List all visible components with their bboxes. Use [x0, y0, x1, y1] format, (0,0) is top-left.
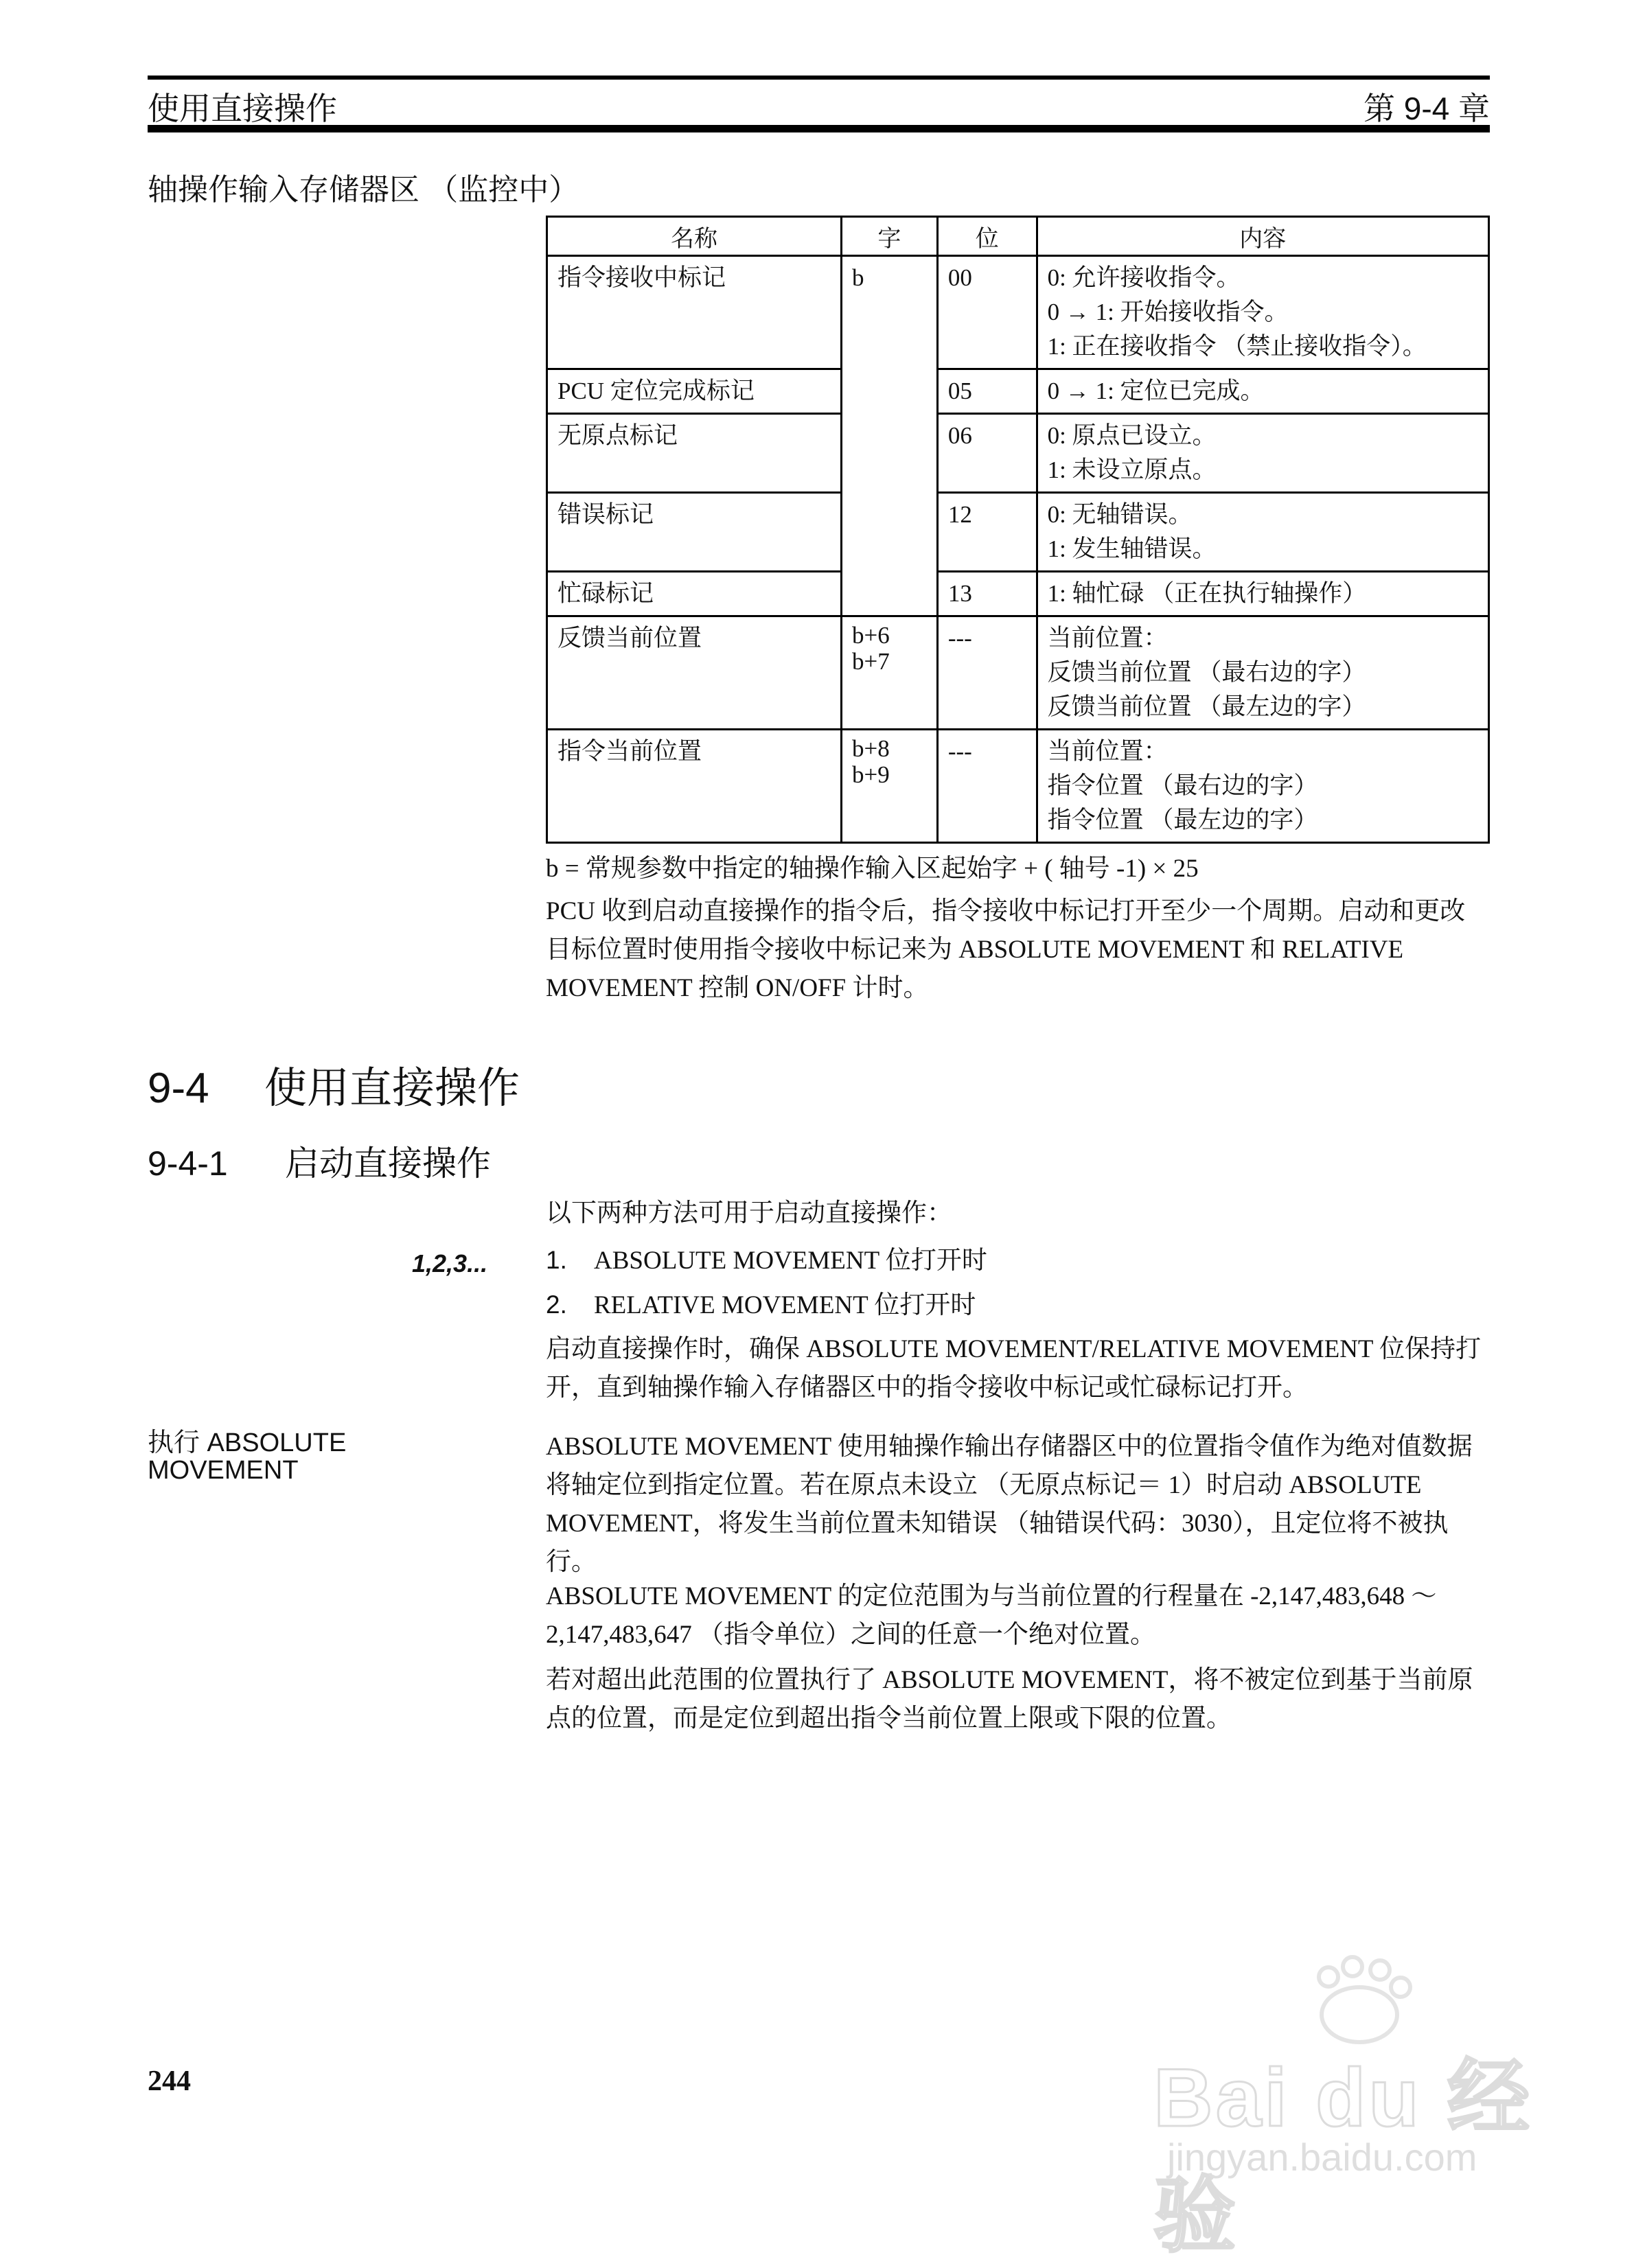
- cell-word: [842, 616, 938, 730]
- step-number: 1.: [546, 1246, 567, 1274]
- content-line: 0: 原点已设立。: [1047, 422, 1217, 449]
- section-label: 轴操作输入存储器区 （监控中）: [148, 173, 579, 207]
- cell-name: 无原点标记: [547, 414, 842, 493]
- word-line: b+6: [852, 622, 890, 649]
- column-header-content: 内容: [1037, 217, 1488, 256]
- keep-on-text: 启动直接操作时，确保 ABSOLUTE MOVEMENT/RELATIVE MOVEMENT 位保持打开，直到轴操作输入存储器区中的指令接收中标记或忙碌标记打开。: [546, 1335, 1482, 1402]
- list-item: [546, 1286, 976, 1325]
- step-number: 2.: [546, 1291, 567, 1319]
- cell-content: [1037, 616, 1488, 730]
- heading-9-4-1: [148, 1136, 491, 1185]
- cell-word: b: [842, 256, 938, 369]
- word-line: b+8: [852, 735, 890, 762]
- table-row: [547, 369, 1489, 414]
- abs-side-label: [148, 1429, 346, 1484]
- cell-name: 指令接收中标记: [547, 256, 842, 369]
- heading-number: 9-4: [148, 1065, 209, 1112]
- word-line: b+9: [852, 761, 890, 788]
- header-title: 使用直接操作: [148, 91, 337, 126]
- cell-content: [1037, 256, 1488, 369]
- baidu-watermark: [1153, 1949, 1538, 2262]
- cell-bit: ---: [937, 730, 1037, 843]
- note-b-formula: b = 常规参数中指定的轴操作输入区起始字 + ( 轴号 -1) × 25: [546, 855, 1199, 883]
- column-header-bit: 位: [937, 217, 1037, 256]
- table-row: [547, 730, 1489, 843]
- cell-word: [842, 493, 938, 572]
- heading-9-4: [148, 1054, 520, 1115]
- table-row: [547, 616, 1489, 730]
- cell-bit: 13: [937, 572, 1037, 616]
- abs-paragraph-2: ABSOLUTE MOVEMENT 的定位范围为与当前位置的行程量在 -2,147,483,648 ～ 2,147,483,647 （指令单位）之间的任意一个绝对位置。: [546, 1582, 1437, 1649]
- page-header: [148, 76, 1490, 132]
- heading-title: 使用直接操作: [264, 1065, 520, 1112]
- content-line: 指令位置 （最右边的字）: [1047, 772, 1318, 799]
- abs-label-line: MOVEMENT: [148, 1456, 299, 1485]
- content-line: 0: 允许接收指令。: [1047, 264, 1241, 291]
- content-line: 指令位置 （最左边的字）: [1047, 807, 1318, 833]
- io-memory-table: [546, 216, 1490, 844]
- content-line: 当前位置：: [1047, 738, 1168, 765]
- table-row: [547, 572, 1489, 616]
- cell-name: 反馈当前位置: [547, 616, 842, 730]
- column-header-name: 名称: [547, 217, 842, 256]
- watermark-url: jingyan.baidu.com: [1167, 2136, 1477, 2179]
- table-header-row: [547, 217, 1489, 256]
- abs-label-line: 执行 ABSOLUTE: [148, 1428, 347, 1457]
- column-header-word: 字: [842, 217, 938, 256]
- heading-number: 9-4-1: [148, 1144, 228, 1183]
- cell-bit: 00: [937, 256, 1037, 369]
- abs-paragraph-3: 若对超出此范围的位置执行了 ABSOLUTE MOVEMENT，将不被定位到基于当前原点的位置，而是定位到超出指令当前位置上限或下限的位置。: [546, 1666, 1473, 1733]
- content-line: 反馈当前位置 （最左边的字）: [1047, 693, 1366, 720]
- steps-label: 1,2,3...: [412, 1249, 488, 1277]
- content-line: 0 → 1: 开始接收指令。: [1047, 299, 1289, 325]
- intro-text: 以下两种方法可用于启动直接操作：: [546, 1199, 952, 1227]
- watermark-brand: Bai du 经验: [1153, 2052, 1533, 2262]
- content-line: 1: 正在接收指令 （禁止接收指令）。: [1047, 333, 1427, 360]
- page-number: 244: [148, 2066, 191, 2097]
- content-line: 反馈当前位置 （最右边的字）: [1047, 659, 1366, 686]
- content-line: 当前位置：: [1047, 625, 1168, 651]
- cell-content: [1037, 369, 1488, 414]
- cell-content: [1037, 730, 1488, 843]
- cell-name: 指令当前位置: [547, 730, 842, 843]
- word-line: b+7: [852, 648, 890, 675]
- cell-word: [842, 369, 938, 414]
- cell-name: 错误标记: [547, 493, 842, 572]
- table-row: [547, 256, 1489, 369]
- table-row: [547, 493, 1489, 572]
- cell-bit: 05: [937, 369, 1037, 414]
- content-line: 1: 轴忙碌 （正在执行轴操作）: [1047, 580, 1367, 607]
- step-text: ABSOLUTE MOVEMENT 位打开时: [594, 1247, 987, 1275]
- cell-bit: 06: [937, 414, 1037, 493]
- heading-title: 启动直接操作: [285, 1144, 491, 1183]
- content-line: 1: 发生轴错误。: [1047, 535, 1217, 562]
- cell-name: PCU 定位完成标记: [547, 369, 842, 414]
- cell-bit: ---: [937, 616, 1037, 730]
- cell-content: [1037, 493, 1488, 572]
- abs-paragraph-1: ABSOLUTE MOVEMENT 使用轴操作输出存储器区中的位置指令值作为绝对值数据将轴定位到指定位置。若在原点未设立 （无原点标记＝ 1）时启动 ABSOLUTE MOVEMENT，将发生当前位置未知错误 （轴错误代码：3030），且定位将不被执行。: [546, 1433, 1473, 1576]
- cell-bit: 12: [937, 493, 1037, 572]
- cell-word: [842, 414, 938, 493]
- content-line: 1: 未设立原点。: [1047, 456, 1217, 483]
- note-pcu: PCU 收到启动直接操作的指令后，指令接收中标记打开至少一个周期。启动和更改目标位置时使用指令接收中标记来为 ABSOLUTE MOVEMENT 和 RELATIVE MOVEMENT 控制 ON/OFF 计时。: [546, 897, 1466, 1002]
- cell-content: [1037, 572, 1488, 616]
- cell-content: [1037, 414, 1488, 493]
- content-line: 0: 无轴错误。: [1047, 501, 1193, 528]
- cell-word: [842, 730, 938, 843]
- cell-name: 忙碌标记: [547, 572, 842, 616]
- cell-word: [842, 572, 938, 616]
- table-row: [547, 414, 1489, 493]
- header-chapter: 第 9-4 章: [1363, 91, 1490, 126]
- list-item: [546, 1241, 987, 1280]
- content-line: 0 → 1: 定位已完成。: [1047, 378, 1265, 404]
- paw-logo-icon: [1291, 1949, 1428, 2046]
- step-text: RELATIVE MOVEMENT 位打开时: [594, 1291, 976, 1319]
